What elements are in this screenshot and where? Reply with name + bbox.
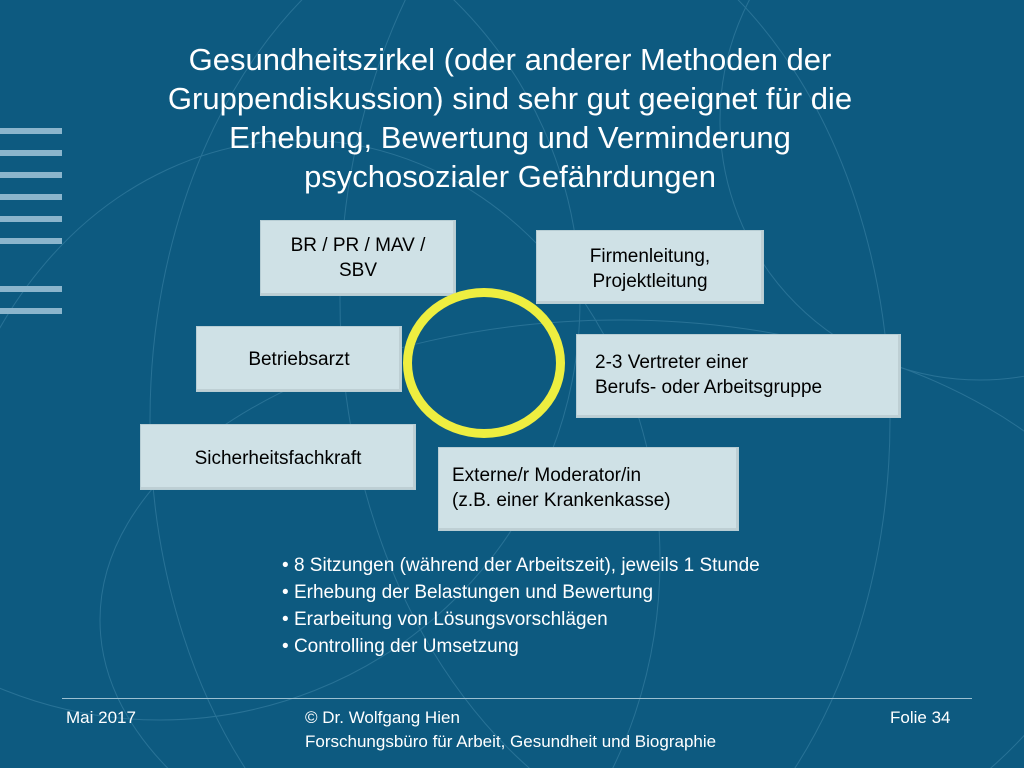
bullet-list	[282, 552, 760, 660]
box-label: 2-3 Vertreter einer	[595, 352, 749, 373]
title-line: Gruppendiskussion) sind sehr gut geeignet für die	[167, 81, 853, 116]
title-line: Erhebung, Bewertung und Verminderung	[229, 120, 791, 155]
box-vertreter	[576, 334, 901, 418]
title-line: psychosozialer Gefährdungen	[304, 159, 716, 194]
box-label: Projektleitung	[592, 271, 708, 292]
side-bar	[0, 308, 62, 314]
footer-institute: Forschungsbüro für Arbeit, Gesundheit und Biographie	[305, 732, 717, 751]
box-label: Berufs- oder Arbeitsgruppe	[595, 377, 823, 398]
box-betriebsarzt	[196, 326, 402, 392]
side-bar	[0, 216, 62, 222]
bullet-item: • 8 Sitzungen (während der Arbeitszeit), jeweils 1 Stunde	[282, 552, 760, 579]
footer-date: Mai 2017	[66, 708, 136, 727]
footer-slide-number: Folie 34	[890, 708, 951, 727]
box-sicherheitsfachkraft	[140, 424, 416, 490]
side-bar	[0, 128, 62, 134]
bullet-item: • Erarbeitung von Lösungsvorschlägen	[282, 606, 760, 633]
side-bar	[0, 238, 62, 244]
footer-author: © Dr. Wolfgang Hien	[305, 708, 460, 727]
box-firmenleitung	[536, 230, 764, 304]
box-label: SBV	[338, 260, 378, 281]
box-label: BR / PR / MAV /	[290, 235, 426, 256]
box-label: (z.B. einer Krankenkasse)	[452, 490, 671, 511]
center-ring	[403, 288, 565, 438]
side-bar	[0, 286, 62, 292]
slide-title	[110, 40, 910, 196]
side-bar	[0, 172, 62, 178]
bullet-item: • Controlling der Umsetzung	[282, 633, 760, 660]
box-br-pr-mav-sbv	[260, 220, 456, 296]
bullet-item: • Erhebung der Belastungen und Bewertung	[282, 579, 760, 606]
footer-divider	[62, 698, 972, 699]
box-label: Firmenleitung,	[589, 246, 711, 267]
title-line: Gesundheitszirkel (oder anderer Methoden der	[188, 42, 832, 77]
side-bar	[0, 150, 62, 156]
box-label: Betriebsarzt	[248, 349, 350, 370]
side-bar	[0, 194, 62, 200]
box-label: Sicherheitsfachkraft	[194, 448, 362, 469]
box-label: Externe/r Moderator/in	[452, 465, 642, 486]
box-moderator	[438, 447, 739, 531]
